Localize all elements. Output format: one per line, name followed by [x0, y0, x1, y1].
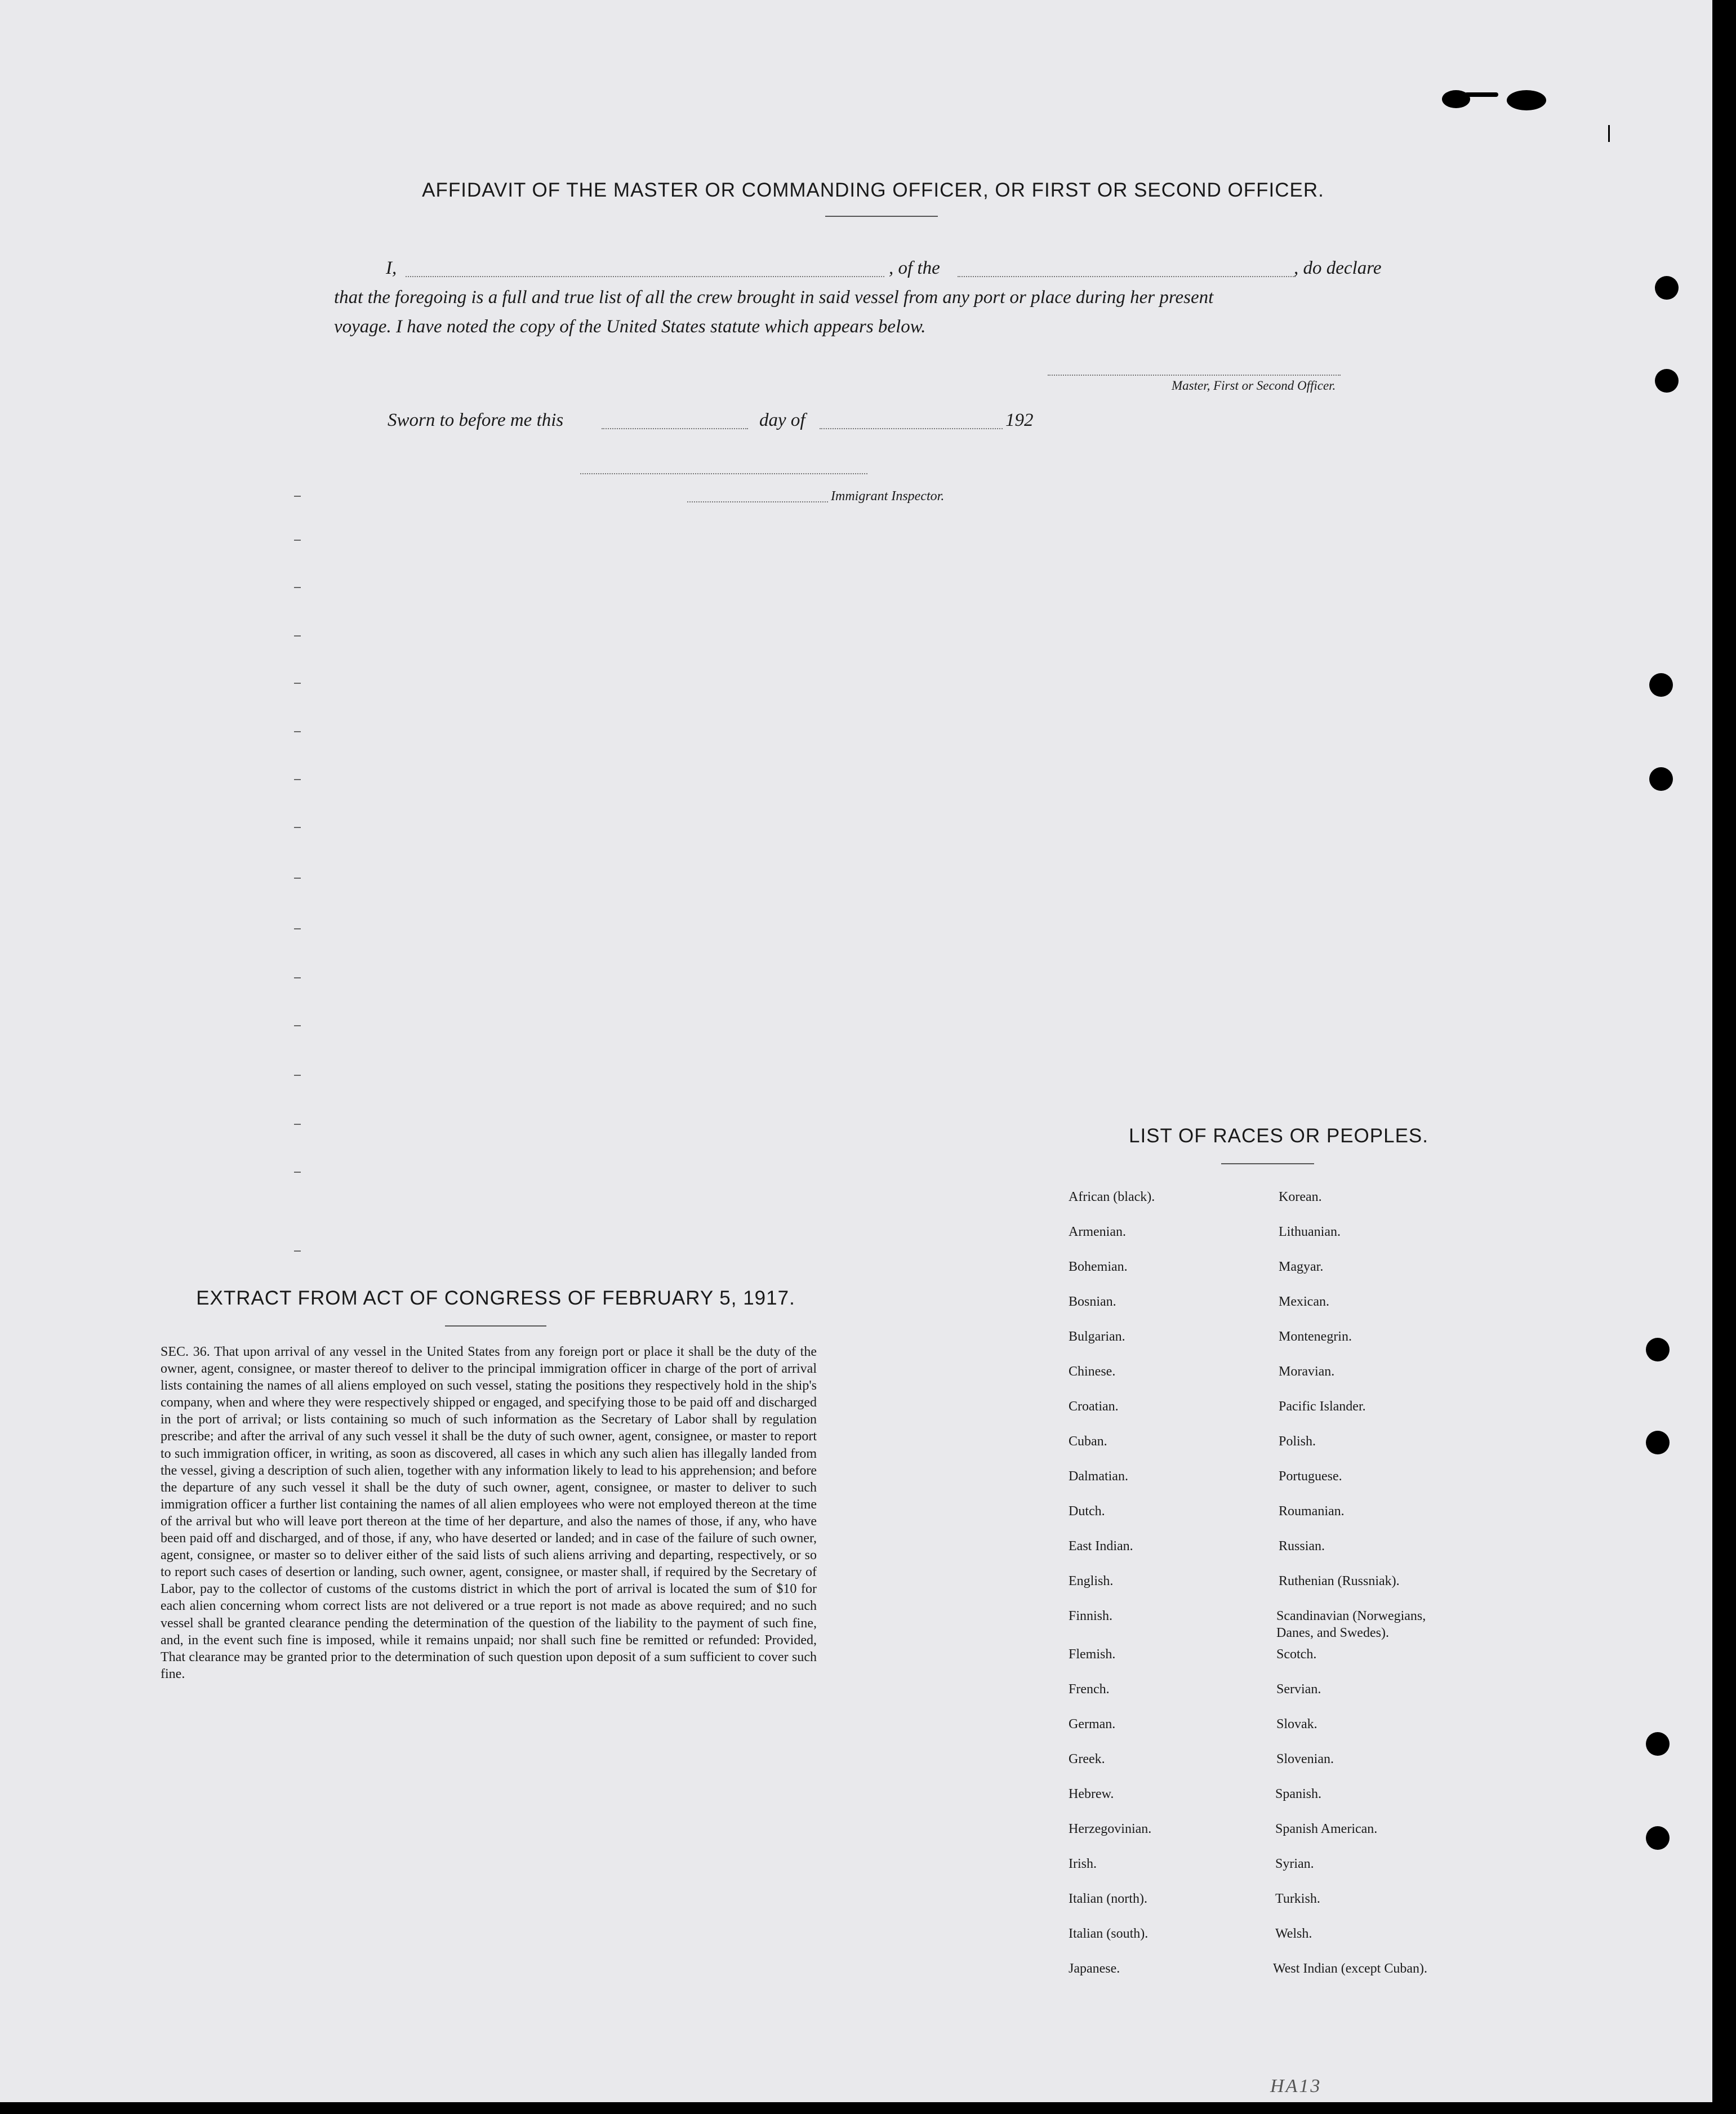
race-item: Dutch.	[1069, 1504, 1105, 1519]
race-item: Herzegovinian.	[1069, 1822, 1152, 1836]
race-item: Chinese.	[1069, 1364, 1116, 1379]
margin-dash	[294, 878, 301, 879]
handwritten-note: HA13	[1270, 2076, 1322, 2097]
day-blank	[602, 428, 748, 429]
inspector-blank-2	[687, 501, 828, 502]
margin-dash	[294, 827, 301, 828]
binder-hole	[1646, 1826, 1670, 1850]
margin-dash	[294, 540, 301, 541]
name-blank	[406, 276, 884, 277]
extract-underline	[445, 1325, 546, 1327]
race-item: Slovak.	[1276, 1717, 1317, 1732]
race-item: Slovenian.	[1276, 1752, 1334, 1766]
affidavit-line-2: that the foregoing is a full and true list of all the crew brought in said vessel from any port or place during her present	[334, 287, 1214, 308]
signature-blank	[1048, 375, 1341, 376]
margin-dash	[294, 1250, 301, 1252]
race-item: Bohemian.	[1069, 1260, 1128, 1274]
sworn-year: 192	[1005, 410, 1034, 430]
margin-dash	[294, 683, 301, 684]
binder-hole	[1655, 276, 1679, 300]
race-item: Dalmatian.	[1069, 1469, 1128, 1484]
affidavit-i: I,	[386, 258, 397, 278]
margin-dash	[294, 1172, 301, 1173]
race-item: Scotch.	[1276, 1647, 1317, 1662]
race-item: Ruthenian (Russniak).	[1279, 1574, 1400, 1588]
affidavit-title: AFFIDAVIT OF THE MASTER OR COMMANDING OFFICER, OR FIRST OR SECOND OFFICER.	[422, 179, 1324, 201]
race-item: Servian.	[1276, 1682, 1321, 1697]
race-item: Pacific Islander.	[1279, 1399, 1366, 1414]
race-item: Mexican.	[1279, 1294, 1329, 1309]
race-item: Spanish.	[1275, 1787, 1322, 1801]
race-item: Lithuanian.	[1279, 1225, 1341, 1239]
margin-dash	[294, 1075, 301, 1076]
race-item: Bulgarian.	[1069, 1329, 1125, 1344]
race-item: Hebrew.	[1069, 1787, 1114, 1801]
margin-dash	[294, 635, 301, 637]
margin-dash	[294, 1025, 301, 1026]
extract-title: EXTRACT FROM ACT OF CONGRESS OF FEBRUARY 5, 1917.	[196, 1287, 795, 1309]
margin-dash	[294, 928, 301, 929]
affidavit-line-3: voyage. I have noted the copy of the United States statute which appears below.	[334, 317, 926, 337]
race-item: Korean.	[1279, 1190, 1322, 1204]
race-item: Armenian.	[1069, 1225, 1126, 1239]
binder-hole	[1655, 369, 1679, 393]
race-item: French.	[1069, 1682, 1110, 1697]
sworn-day-of: day of	[759, 410, 805, 430]
inspector-blank-1	[580, 473, 867, 474]
race-item: Spanish American.	[1275, 1822, 1378, 1836]
binder-hole	[1649, 673, 1673, 697]
race-item: West Indian (except Cuban).	[1273, 1961, 1427, 1976]
race-item: East Indian.	[1069, 1539, 1133, 1554]
race-item: Turkish.	[1275, 1892, 1320, 1906]
race-item: Polish.	[1279, 1434, 1316, 1449]
race-item: Magyar.	[1279, 1260, 1324, 1274]
margin-dash	[294, 731, 301, 732]
race-item: Moravian.	[1279, 1364, 1335, 1379]
race-item: Roumanian.	[1279, 1504, 1345, 1519]
margin-dash	[294, 779, 301, 780]
race-item: Japanese.	[1069, 1961, 1120, 1976]
margin-dash	[294, 496, 301, 497]
race-item: Italian (north).	[1069, 1892, 1147, 1906]
margin-dash	[294, 587, 301, 588]
race-item: Italian (south).	[1069, 1926, 1149, 1941]
race-item: German.	[1069, 1717, 1116, 1732]
race-item: Greek.	[1069, 1752, 1105, 1766]
race-item: African (black).	[1069, 1190, 1155, 1204]
races-underline	[1221, 1163, 1314, 1164]
inspector-label: Immigrant Inspector.	[831, 489, 945, 504]
affidavit-of-the: , of the	[889, 258, 940, 278]
vessel-blank	[958, 276, 1296, 277]
race-item: Montenegrin.	[1279, 1329, 1352, 1344]
race-item: Russian.	[1279, 1539, 1325, 1554]
race-item: Finnish.	[1069, 1609, 1113, 1623]
ink-blot	[1465, 92, 1498, 97]
month-blank	[820, 428, 1003, 429]
race-item: Cuban.	[1069, 1434, 1107, 1449]
ink-blot	[1507, 90, 1546, 110]
race-item: Bosnian.	[1069, 1294, 1116, 1309]
extract-text: SEC. 36. That upon arrival of any vessel in the United States from any foreign port or place it shall be the duty of the owner, agent, consignee, or master thereof to deliver to the principal immigration officer in charge of the port of arrival lists containing the names of all aliens employed on such vessel, stating the positions they respectively hold in the ship's company, when and where they were respectively shipped or engaged, and specifying those to be paid off and discharged in the port of arrival; or lists containing so much of such information as the Secretary of Labor shall by regulation prescribe; and after the arrival of any such vessel it shall be the duty of such owner, agent, consignee, or master to report to such immigration officer, in writing, as soon as discovered, all cases in which any such alien has illegally landed from the vessel, giving a description of such alien, together with any information likely to lead to his apprehension; and before the departure of any such vessel it shall be the duty of such owner, agent, consignee, or master to deliver to such immigration officer a further list containing the names of all alien employees who were not employed thereon at the time of the arrival but who will leave port thereon at the time of her departure, and also the names of those, if any, who have been paid off and discharged, and of those, if any, who have deserted or landed; and in case of the failure of such owner, agent, consignee, or master so to deliver either of the said lists of such aliens arriving and departing, respectively, or so to report such cases of desertion or landing, such owner, agent, consignee, or master shall, if required by the Secretary of Labor, pay to the collector of customs of the customs district in which the port of arrival is located the sum of $10 for each alien concerning whom correct lists are not delivered or a true report is not made as above required; and no such vessel shall be granted clearance pending the determination of the question of the liability to the payment of such fine, and, in the event such fine is imposed, while it remains unpaid; nor shall such fine be remitted or refunded: Provided, That clearance may be granted prior to the determination of such question upon deposit of a sum sufficient to cover such fine.	[161, 1345, 817, 1681]
ink-tick	[1608, 125, 1610, 142]
signature-label: Master, First or Second Officer.	[1172, 379, 1336, 393]
title-underline	[825, 216, 938, 217]
race-item: Portuguese.	[1279, 1469, 1342, 1484]
race-item: Flemish.	[1069, 1647, 1116, 1662]
races-title: LIST OF RACES OR PEOPLES.	[1128, 1125, 1428, 1147]
race-item: English.	[1069, 1574, 1114, 1588]
binder-hole	[1649, 767, 1673, 791]
race-item: Syrian.	[1275, 1857, 1314, 1871]
race-item: Scandinavian (Norwegians, Danes, and Swedes).	[1276, 1609, 1426, 1640]
affidavit-do-declare: , do declare	[1294, 258, 1382, 278]
race-item: Welsh.	[1275, 1926, 1312, 1941]
margin-dash	[294, 1124, 301, 1125]
binder-hole	[1646, 1431, 1670, 1454]
sworn-text: Sworn to before me this	[388, 410, 564, 430]
margin-dash	[294, 977, 301, 978]
binder-hole	[1646, 1732, 1670, 1756]
binder-hole	[1646, 1338, 1670, 1361]
race-item: Croatian.	[1069, 1399, 1119, 1414]
race-item: Irish.	[1069, 1857, 1097, 1871]
